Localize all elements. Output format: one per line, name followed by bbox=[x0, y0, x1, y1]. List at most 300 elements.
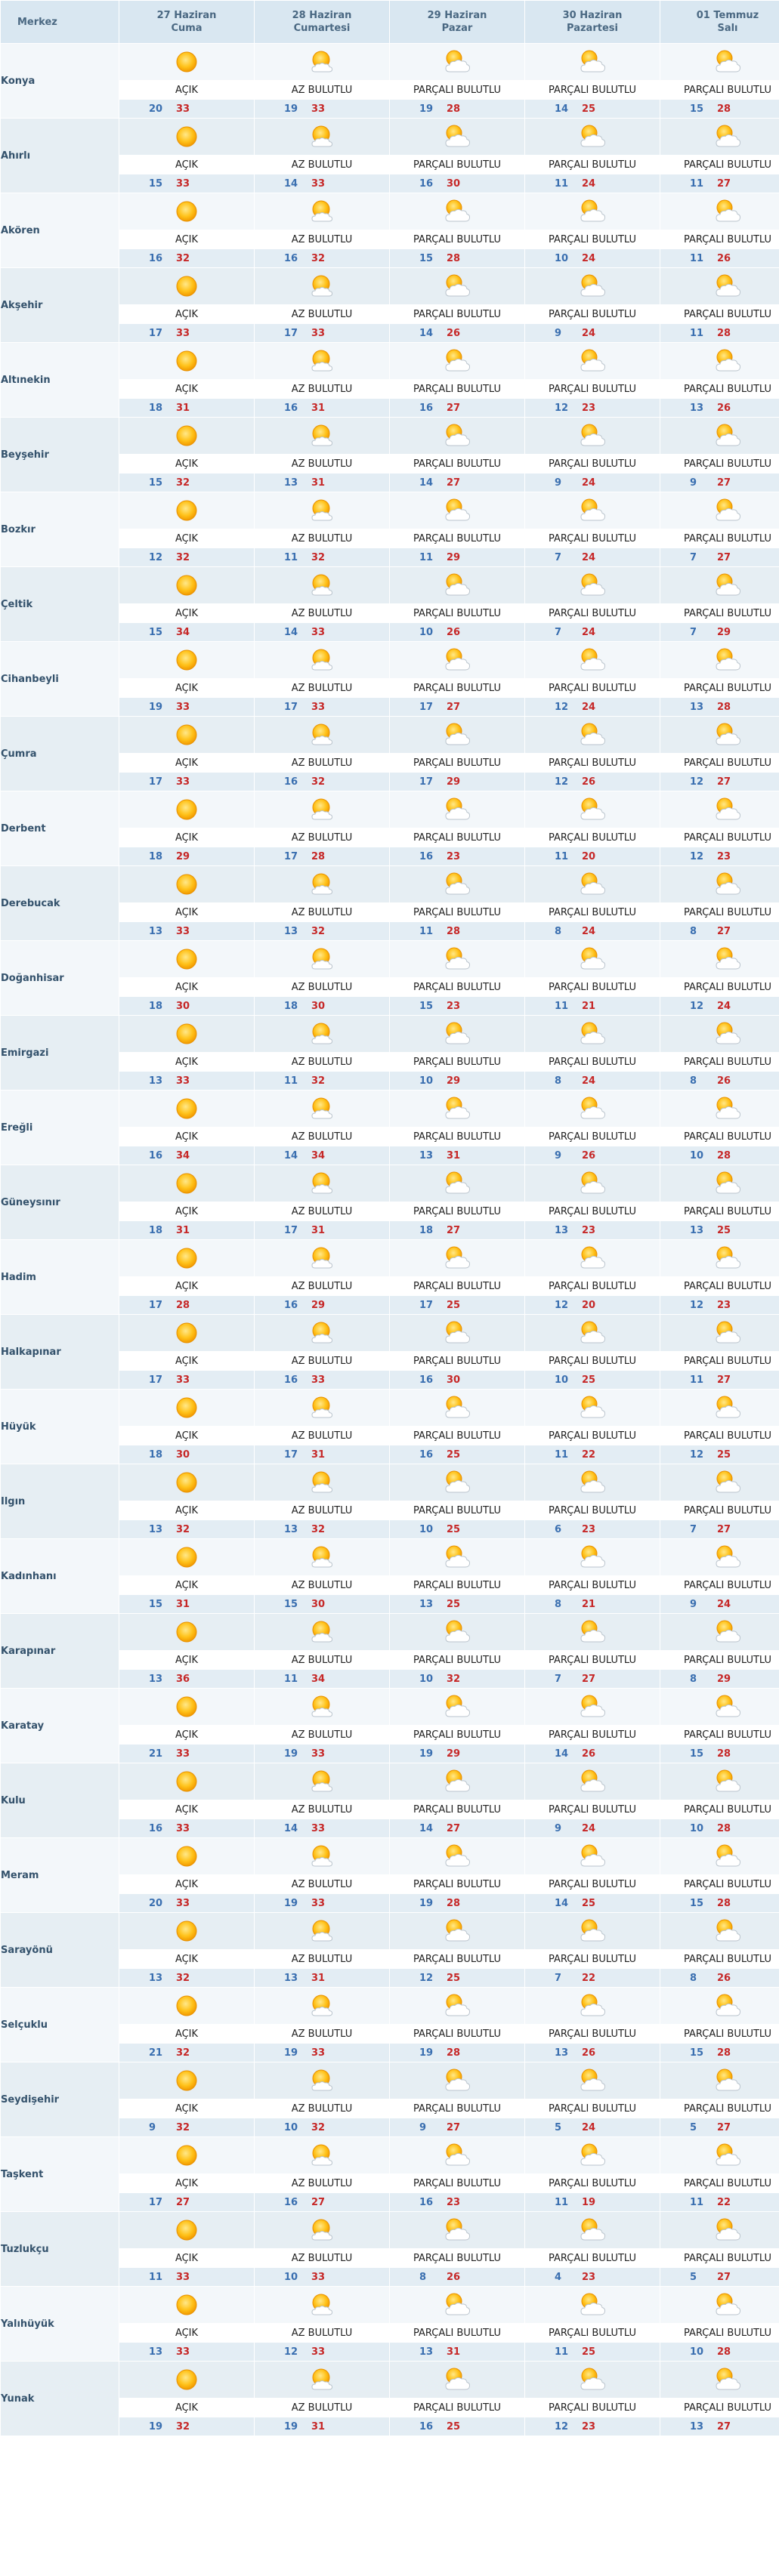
city-name[interactable]: Ilgın bbox=[1, 1464, 119, 1539]
max-temp: 32 bbox=[447, 1673, 461, 1685]
min-temp: 8 bbox=[690, 1972, 697, 1984]
condition-text: PARÇALI BULUTLU bbox=[660, 1202, 779, 1221]
min-temp: 19 bbox=[284, 103, 298, 115]
min-temp: 9 bbox=[555, 327, 562, 339]
temperature-pair bbox=[419, 552, 495, 563]
temperature-pair bbox=[555, 851, 630, 862]
max-temp: 32 bbox=[311, 925, 326, 937]
condition-text: PARÇALI BULUTLU bbox=[390, 2099, 525, 2118]
temperature-pair bbox=[690, 1599, 765, 1610]
temperature-pair bbox=[555, 1898, 630, 1909]
city-name[interactable]: Bozkır bbox=[1, 492, 119, 567]
max-temp: 26 bbox=[447, 327, 461, 339]
min-temp: 13 bbox=[284, 1523, 298, 1535]
condition-text: PARÇALI BULUTLU bbox=[390, 2249, 525, 2268]
sun-icon bbox=[173, 198, 200, 225]
temperature-pair bbox=[690, 1449, 765, 1461]
temperature-pair bbox=[419, 178, 495, 190]
min-temp: 17 bbox=[284, 1224, 298, 1236]
weather-icon-cell bbox=[390, 1390, 525, 1427]
temperature-pair bbox=[284, 776, 360, 788]
temperature-cell bbox=[255, 997, 390, 1016]
weather-icon-cell bbox=[525, 791, 660, 828]
max-temp: 28 bbox=[447, 252, 461, 264]
min-temp: 10 bbox=[690, 1149, 704, 1162]
max-temp: 23 bbox=[447, 1000, 461, 1012]
weather-icon-cell bbox=[660, 268, 779, 305]
weather-icon-cell bbox=[660, 642, 779, 679]
city-name[interactable]: Ereğli bbox=[1, 1091, 119, 1165]
condition-text: AÇIK bbox=[119, 679, 255, 698]
condition-text: PARÇALI BULUTLU bbox=[390, 529, 525, 548]
min-temp: 19 bbox=[284, 2420, 298, 2433]
min-temp: 19 bbox=[419, 103, 434, 115]
condition-text: PARÇALI BULUTLU bbox=[525, 2025, 660, 2044]
city-name[interactable]: Derebucak bbox=[1, 866, 119, 941]
day-weekday: Pazar bbox=[441, 23, 473, 34]
condition-text: PARÇALI BULUTLU bbox=[525, 2324, 660, 2343]
temperature-cell bbox=[390, 1445, 525, 1464]
condition-text: PARÇALI BULUTLU bbox=[390, 978, 525, 997]
sun-cloud-icon bbox=[579, 1544, 606, 1571]
city-column-header: Merkez bbox=[1, 1, 119, 44]
sun-cloud-icon bbox=[714, 1394, 741, 1421]
condition-text: PARÇALI BULUTLU bbox=[390, 2174, 525, 2193]
city-name[interactable]: Ahırlı bbox=[1, 119, 119, 193]
weather-icon-cell bbox=[390, 791, 525, 828]
city-icon-row bbox=[1, 717, 779, 754]
condition-text: AÇIK bbox=[119, 2249, 255, 2268]
weather-icon-cell bbox=[255, 717, 390, 754]
max-temp: 28 bbox=[311, 850, 326, 862]
city-name[interactable]: Çumra bbox=[1, 717, 119, 791]
city-icon-row bbox=[1, 1689, 779, 1726]
weather-icon-cell bbox=[660, 941, 779, 978]
max-temp: 21 bbox=[582, 1598, 596, 1610]
max-temp: 23 bbox=[582, 2271, 596, 2283]
city-icon-row bbox=[1, 1315, 779, 1352]
weather-icon-cell bbox=[255, 1091, 390, 1128]
condition-text: PARÇALI BULUTLU bbox=[525, 2174, 660, 2193]
max-temp: 27 bbox=[447, 477, 461, 489]
max-temp: 25 bbox=[582, 103, 596, 115]
temperature-cell bbox=[390, 548, 525, 567]
weather-icon-cell bbox=[119, 2062, 255, 2099]
sun-icon bbox=[173, 422, 200, 449]
weather-icon-cell bbox=[660, 2287, 779, 2324]
city-name[interactable]: Akşehir bbox=[1, 268, 119, 343]
sun-cloud-icon bbox=[444, 721, 471, 748]
temperature-pair bbox=[149, 328, 224, 339]
max-temp: 25 bbox=[447, 2420, 461, 2433]
weather-icon-cell bbox=[525, 717, 660, 754]
temperature-cell bbox=[255, 922, 390, 941]
city-icon-row bbox=[1, 1165, 779, 1202]
temperature-cell bbox=[390, 922, 525, 941]
condition-text: PARÇALI BULUTLU bbox=[525, 1576, 660, 1595]
temperature-cell bbox=[255, 623, 390, 642]
temperature-pair bbox=[690, 1674, 765, 1685]
condition-text: AZ BULUTLU bbox=[255, 978, 390, 997]
sun-icon bbox=[173, 1992, 200, 2019]
condition-text: PARÇALI BULUTLU bbox=[660, 1800, 779, 1819]
sun-small-cloud-icon bbox=[308, 1394, 335, 1421]
max-temp: 28 bbox=[717, 103, 731, 115]
condition-text: AÇIK bbox=[119, 754, 255, 773]
sun-cloud-icon bbox=[444, 273, 471, 300]
condition-text: PARÇALI BULUTLU bbox=[390, 2025, 525, 2044]
sun-small-cloud-icon bbox=[308, 871, 335, 898]
min-temp: 15 bbox=[419, 252, 434, 264]
weather-icon-cell bbox=[660, 119, 779, 156]
weather-icon-cell bbox=[119, 492, 255, 529]
temperature-cell bbox=[119, 2193, 255, 2212]
max-temp: 24 bbox=[582, 2121, 596, 2133]
weather-icon-cell bbox=[525, 418, 660, 455]
weather-icon-cell bbox=[255, 1315, 390, 1352]
min-temp: 12 bbox=[690, 1448, 704, 1461]
temperature-cell bbox=[119, 2118, 255, 2137]
weather-icon-cell bbox=[390, 193, 525, 230]
temperature-cell bbox=[525, 847, 660, 866]
sun-icon bbox=[173, 572, 200, 599]
condition-text: AZ BULUTLU bbox=[255, 529, 390, 548]
weather-icon-cell bbox=[660, 1165, 779, 1202]
city-name[interactable]: Konya bbox=[1, 44, 119, 119]
sun-cloud-icon bbox=[579, 1319, 606, 1347]
condition-text: AZ BULUTLU bbox=[255, 1875, 390, 1894]
min-temp: 18 bbox=[419, 1224, 434, 1236]
temperature-cell bbox=[525, 623, 660, 642]
min-temp: 6 bbox=[555, 1523, 562, 1535]
temperature-cell bbox=[119, 548, 255, 567]
weather-icon-cell bbox=[660, 1091, 779, 1128]
sun-icon bbox=[173, 1618, 200, 1646]
sun-small-cloud-icon bbox=[308, 2142, 335, 2169]
city-name[interactable]: Tuzlukçu bbox=[1, 2212, 119, 2287]
city-name[interactable]: Güneysınır bbox=[1, 1165, 119, 1240]
weather-icon-cell bbox=[525, 1763, 660, 1800]
sun-cloud-icon bbox=[579, 1768, 606, 1795]
sun-small-cloud-icon bbox=[308, 572, 335, 599]
sun-icon bbox=[173, 1768, 200, 1795]
city-name[interactable]: Halkapınar bbox=[1, 1315, 119, 1390]
min-temp: 10 bbox=[690, 1822, 704, 1834]
weather-icon-cell bbox=[119, 193, 255, 230]
weather-icon-cell bbox=[660, 2062, 779, 2099]
weather-icon-cell bbox=[390, 1165, 525, 1202]
max-temp: 24 bbox=[582, 551, 596, 563]
max-temp: 28 bbox=[717, 1897, 731, 1909]
city-name[interactable]: Yalıhüyük bbox=[1, 2287, 119, 2362]
temperature-cell bbox=[119, 1595, 255, 1614]
weather-icon-cell bbox=[255, 567, 390, 604]
condition-text: PARÇALI BULUTLU bbox=[660, 1576, 779, 1595]
temperature-cell bbox=[119, 2044, 255, 2062]
sun-cloud-icon bbox=[444, 1693, 471, 1720]
temperature-cell bbox=[660, 1445, 779, 1464]
condition-text: AÇIK bbox=[119, 828, 255, 847]
condition-text: AZ BULUTLU bbox=[255, 1726, 390, 1745]
temperature-cell bbox=[525, 997, 660, 1016]
temperature-pair bbox=[419, 1150, 495, 1162]
sun-cloud-icon bbox=[579, 721, 606, 748]
min-temp: 17 bbox=[284, 327, 298, 339]
temperature-cell bbox=[255, 174, 390, 193]
temperature-pair bbox=[149, 1973, 224, 1984]
sun-cloud-icon bbox=[714, 871, 741, 898]
temperature-cell bbox=[660, 1819, 779, 1838]
sun-cloud-icon bbox=[444, 572, 471, 599]
temperature-cell bbox=[390, 1146, 525, 1165]
min-temp: 19 bbox=[284, 2047, 298, 2059]
weather-icon-cell bbox=[525, 1464, 660, 1501]
temperature-cell bbox=[255, 548, 390, 567]
temperature-pair bbox=[419, 851, 495, 862]
min-temp: 16 bbox=[284, 1374, 298, 1386]
weather-icon-cell bbox=[119, 343, 255, 380]
max-temp: 28 bbox=[717, 701, 731, 713]
condition-text: PARÇALI BULUTLU bbox=[390, 1950, 525, 1969]
city-icon-row bbox=[1, 44, 779, 81]
weather-icon-cell bbox=[255, 343, 390, 380]
weather-icon-cell bbox=[119, 2137, 255, 2174]
temperature-cell bbox=[390, 1894, 525, 1913]
sun-cloud-icon bbox=[579, 572, 606, 599]
city-name[interactable]: Hüyük bbox=[1, 1390, 119, 1464]
city-name[interactable]: Meram bbox=[1, 1838, 119, 1913]
city-name[interactable]: Cihanbeyli bbox=[1, 642, 119, 717]
city-name[interactable]: Karatay bbox=[1, 1689, 119, 1763]
min-temp: 7 bbox=[690, 1523, 697, 1535]
day-weekday: Cumartesi bbox=[293, 23, 351, 34]
temperature-cell bbox=[390, 1819, 525, 1838]
min-temp: 12 bbox=[284, 2346, 298, 2358]
condition-text: AÇIK bbox=[119, 1576, 255, 1595]
max-temp: 30 bbox=[176, 1448, 190, 1461]
min-temp: 14 bbox=[419, 327, 434, 339]
weather-icon-cell bbox=[390, 268, 525, 305]
city-icon-row bbox=[1, 1614, 779, 1651]
temperature-pair bbox=[149, 477, 224, 489]
city-icon-row bbox=[1, 791, 779, 828]
weather-icon-cell bbox=[119, 567, 255, 604]
sun-cloud-icon bbox=[714, 2217, 741, 2244]
temperature-cell bbox=[255, 1894, 390, 1913]
temperature-cell bbox=[525, 1894, 660, 1913]
city-name[interactable]: Yunak bbox=[1, 2362, 119, 2436]
weather-icon-cell bbox=[255, 1689, 390, 1726]
city-name[interactable]: Karapınar bbox=[1, 1614, 119, 1689]
temperature-pair bbox=[690, 1524, 765, 1535]
condition-text: AZ BULUTLU bbox=[255, 2399, 390, 2417]
city-name[interactable]: Selçuklu bbox=[1, 1988, 119, 2062]
max-temp: 32 bbox=[176, 551, 190, 563]
sun-cloud-icon bbox=[714, 497, 741, 524]
min-temp: 16 bbox=[149, 252, 163, 264]
sun-cloud-icon bbox=[714, 347, 741, 375]
condition-text: AZ BULUTLU bbox=[255, 1501, 390, 1520]
temperature-pair bbox=[555, 552, 630, 563]
temperature-pair bbox=[555, 477, 630, 489]
min-temp: 19 bbox=[284, 1897, 298, 1909]
sun-cloud-icon bbox=[444, 1020, 471, 1047]
condition-text: AÇIK bbox=[119, 305, 255, 324]
min-temp: 11 bbox=[690, 1374, 704, 1386]
max-temp: 27 bbox=[717, 2271, 731, 2283]
condition-text: PARÇALI BULUTLU bbox=[390, 81, 525, 100]
city-icon-row bbox=[1, 1464, 779, 1501]
temperature-cell bbox=[119, 1221, 255, 1240]
temperature-pair bbox=[419, 776, 495, 788]
min-temp: 4 bbox=[555, 2271, 562, 2283]
city-name[interactable]: Derbent bbox=[1, 791, 119, 866]
weather-icon-cell bbox=[390, 2062, 525, 2099]
city-name[interactable]: Akören bbox=[1, 193, 119, 268]
condition-text: PARÇALI BULUTLU bbox=[525, 455, 660, 474]
sun-cloud-icon bbox=[714, 1544, 741, 1571]
min-temp: 17 bbox=[419, 701, 434, 713]
min-temp: 12 bbox=[555, 402, 569, 414]
sun-small-cloud-icon bbox=[308, 946, 335, 973]
temperature-pair bbox=[690, 2421, 765, 2433]
sun-cloud-icon bbox=[714, 422, 741, 449]
weather-icon-cell bbox=[525, 1165, 660, 1202]
weather-icon-cell bbox=[119, 1539, 255, 1576]
condition-text: AZ BULUTLU bbox=[255, 230, 390, 249]
temperature-cell bbox=[660, 1146, 779, 1165]
temperature-cell bbox=[119, 773, 255, 791]
max-temp: 29 bbox=[717, 1673, 731, 1685]
sun-cloud-icon bbox=[714, 2366, 741, 2393]
sun-cloud-icon bbox=[579, 48, 606, 76]
condition-text: AÇIK bbox=[119, 1427, 255, 1445]
sun-cloud-icon bbox=[714, 1020, 741, 1047]
city-name[interactable]: Kadınhanı bbox=[1, 1539, 119, 1614]
min-temp: 14 bbox=[284, 177, 298, 190]
condition-text: PARÇALI BULUTLU bbox=[390, 1128, 525, 1146]
temperature-cell bbox=[660, 2417, 779, 2436]
condition-text: PARÇALI BULUTLU bbox=[390, 1277, 525, 1296]
sun-cloud-icon bbox=[444, 1095, 471, 1122]
temperature-pair bbox=[555, 1150, 630, 1162]
condition-text: PARÇALI BULUTLU bbox=[525, 1427, 660, 1445]
condition-text: PARÇALI BULUTLU bbox=[390, 305, 525, 324]
min-temp: 11 bbox=[419, 551, 434, 563]
weather-icon-cell bbox=[390, 717, 525, 754]
min-temp: 16 bbox=[284, 402, 298, 414]
city-name[interactable]: Kulu bbox=[1, 1763, 119, 1838]
temperature-cell bbox=[255, 1146, 390, 1165]
sun-cloud-icon bbox=[579, 2217, 606, 2244]
city-name[interactable]: Beyşehir bbox=[1, 418, 119, 492]
sun-cloud-icon bbox=[444, 1843, 471, 1870]
temperature-pair bbox=[284, 103, 360, 115]
weather-icon-cell bbox=[525, 2212, 660, 2249]
condition-text: AÇIK bbox=[119, 1800, 255, 1819]
city-name[interactable]: Seydişehir bbox=[1, 2062, 119, 2137]
weather-icon-cell bbox=[119, 1913, 255, 1950]
min-temp: 11 bbox=[690, 177, 704, 190]
sun-small-cloud-icon bbox=[308, 198, 335, 225]
max-temp: 31 bbox=[447, 1149, 461, 1162]
city-name[interactable]: Taşkent bbox=[1, 2137, 119, 2212]
weather-icon-cell bbox=[390, 1464, 525, 1501]
temperature-pair bbox=[284, 552, 360, 563]
weather-icon-cell bbox=[119, 2362, 255, 2399]
temperature-pair bbox=[284, 1524, 360, 1535]
temperature-pair bbox=[419, 1449, 495, 1461]
sun-small-cloud-icon bbox=[308, 1917, 335, 1945]
sun-icon bbox=[173, 1843, 200, 1870]
min-temp: 12 bbox=[419, 1972, 434, 1984]
sun-cloud-icon bbox=[444, 1245, 471, 1272]
condition-text: PARÇALI BULUTLU bbox=[390, 230, 525, 249]
sun-cloud-icon bbox=[579, 1618, 606, 1646]
sun-small-cloud-icon bbox=[308, 1768, 335, 1795]
max-temp: 27 bbox=[717, 477, 731, 489]
city-name[interactable]: Emirgazi bbox=[1, 1016, 119, 1091]
min-temp: 19 bbox=[284, 1748, 298, 1760]
temperature-pair bbox=[555, 1674, 630, 1685]
min-temp: 5 bbox=[690, 2271, 697, 2283]
weather-icon-cell bbox=[119, 791, 255, 828]
weather-icon-cell bbox=[255, 418, 390, 455]
sun-cloud-icon bbox=[579, 422, 606, 449]
sun-icon bbox=[173, 123, 200, 150]
weather-icon-cell bbox=[390, 1988, 525, 2025]
temperature-pair bbox=[284, 1973, 360, 1984]
condition-text: AÇIK bbox=[119, 2099, 255, 2118]
max-temp: 33 bbox=[311, 103, 326, 115]
weather-icon-cell bbox=[255, 1913, 390, 1950]
city-name[interactable]: Sarayönü bbox=[1, 1913, 119, 1988]
day-date: 28 Haziran bbox=[292, 10, 352, 21]
condition-text: PARÇALI BULUTLU bbox=[660, 380, 779, 399]
condition-text: PARÇALI BULUTLU bbox=[525, 1277, 660, 1296]
temperature-cell bbox=[255, 399, 390, 418]
city-name[interactable]: Çeltik bbox=[1, 567, 119, 642]
max-temp: 24 bbox=[582, 1075, 596, 1087]
max-temp: 24 bbox=[582, 177, 596, 190]
min-temp: 16 bbox=[419, 1448, 434, 1461]
temperature-pair bbox=[149, 1225, 224, 1236]
min-temp: 15 bbox=[149, 177, 163, 190]
city-icon-row bbox=[1, 866, 779, 903]
min-temp: 7 bbox=[690, 626, 697, 638]
min-temp: 14 bbox=[555, 1748, 569, 1760]
city-name[interactable]: Altınekin bbox=[1, 343, 119, 418]
sun-cloud-icon bbox=[579, 123, 606, 150]
sun-small-cloud-icon bbox=[308, 796, 335, 823]
condition-text: PARÇALI BULUTLU bbox=[525, 2399, 660, 2417]
city-name[interactable]: Doğanhisar bbox=[1, 941, 119, 1016]
weather-icon-cell bbox=[660, 1464, 779, 1501]
condition-text: PARÇALI BULUTLU bbox=[525, 2099, 660, 2118]
max-temp: 32 bbox=[311, 252, 326, 264]
city-name[interactable]: Hadim bbox=[1, 1240, 119, 1315]
min-temp: 15 bbox=[149, 477, 163, 489]
sun-icon bbox=[173, 2142, 200, 2169]
temperature-pair bbox=[419, 2047, 495, 2059]
sun-small-cloud-icon bbox=[308, 422, 335, 449]
weather-icon-cell bbox=[660, 567, 779, 604]
temperature-pair bbox=[284, 851, 360, 862]
temperature-pair bbox=[419, 403, 495, 414]
temperature-cell bbox=[119, 324, 255, 343]
max-temp: 32 bbox=[176, 2121, 190, 2133]
temperature-cell bbox=[255, 324, 390, 343]
